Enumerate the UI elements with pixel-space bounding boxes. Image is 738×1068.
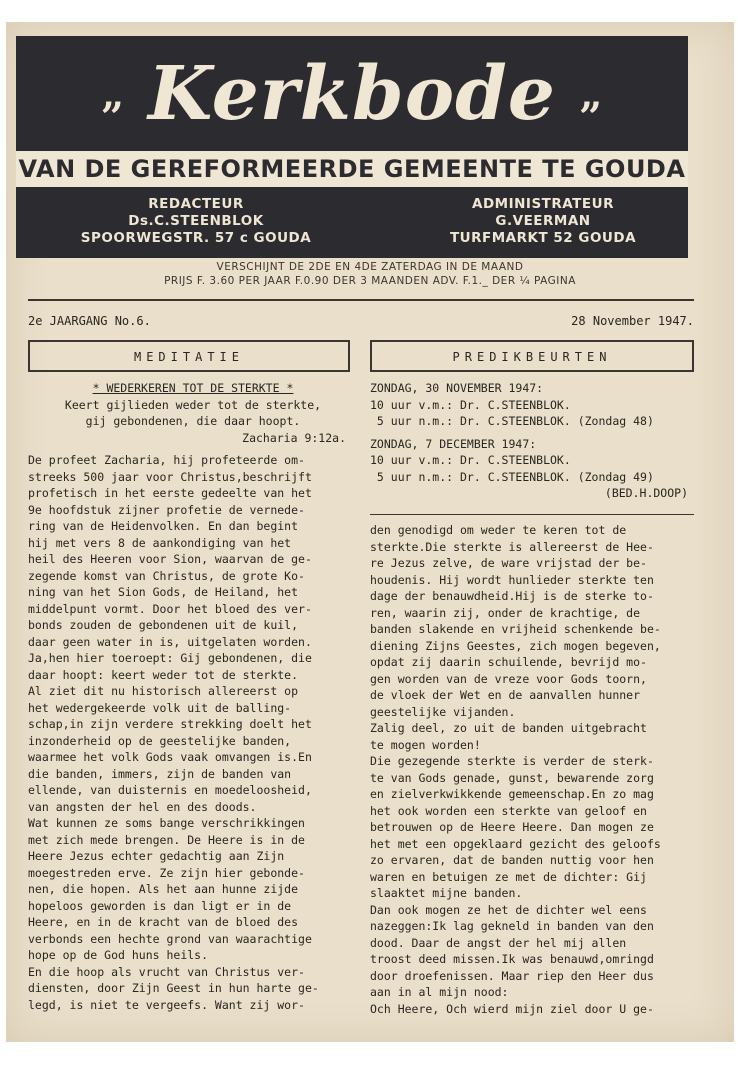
text-line: dage der benauwdheid.Hij is de sterke to- xyxy=(370,589,654,603)
text-line: het wedergekeerde volk uit de balling- xyxy=(28,700,292,715)
masthead-title xyxy=(16,42,688,150)
text-line: troost deed missen.Ik was benauwd,omringd xyxy=(370,952,654,966)
text-line: schap,in zijn verdere strekking doelt het xyxy=(28,717,312,731)
text-line: 9e hoofdstuk zijner profetie de vernede- xyxy=(28,502,305,517)
text-line: profetisch in het eerste gedeelte van het xyxy=(28,486,312,500)
editor-block xyxy=(56,196,336,247)
meditation-body-right xyxy=(370,522,700,1017)
service-time: 10 uur v.m.: Dr. C.STEENBLOK. xyxy=(370,453,571,467)
publication-schedule: VERSCHIJNT DE 2DE EN 4DE ZATERDAG IN DE MAAND xyxy=(216,261,524,273)
text-line: de vloek der Wet en de aanvallen hunner xyxy=(370,688,641,702)
services-divider xyxy=(370,514,694,515)
text-line: betrouwen op de Heere Heere. Dan mogen ze xyxy=(370,820,654,834)
text-line: het ook worden een sterkte van geloof en xyxy=(370,803,647,818)
text-line: Dan ook mogen ze het de dichter wel eens xyxy=(370,902,647,917)
text-line: daar hoopt: keert weder tot de sterkte. xyxy=(28,667,299,682)
text-line: gen worden van de vreze voor Gods toorn, xyxy=(370,671,647,686)
text-line: Heere Jezus echter gedachtig aan Zijn xyxy=(28,849,285,863)
text-line: nen, die hopen. Als het aan hunne zijde xyxy=(28,882,299,896)
publication-subtitle: VAN DE GEREFORMEERDE GEMEENTE TE GOUDA xyxy=(16,151,688,187)
text-line: Zalig deel, zo uit de banden uitgebracht xyxy=(370,721,647,735)
admin-name: G.VEERMAN xyxy=(495,213,591,229)
text-line: die banden, immers, zijn de banden van xyxy=(28,766,292,781)
text-line: houdenis. Hij wordt hunlieder sterkte ten xyxy=(370,572,654,587)
editor-name: Ds.C.STEENBLOK xyxy=(128,213,264,229)
text-line: Al ziet dit nu historisch allereerst op xyxy=(28,684,299,698)
admin-address: TURFMARKT 52 GOUDA xyxy=(449,230,637,246)
text-line: opdat zij daarin schuilende, bevrijd mo- xyxy=(370,655,647,669)
text-line: Die gezegende sterkte is verder de sterk- xyxy=(370,754,654,768)
meditation-intro xyxy=(28,380,358,446)
text-line: hij met vers 8 de aankondiging van het xyxy=(28,535,292,550)
volume-number: 2e JAARGANG No.6. xyxy=(28,314,151,328)
text-line: ring van de Heidenvolken. En dan begint xyxy=(28,519,299,533)
issue-date: 28 November 1947. xyxy=(571,314,694,328)
admin-block xyxy=(408,196,678,247)
publication-name: Kerkbode xyxy=(148,51,556,137)
service-day: ZONDAG, 7 DECEMBER 1947: xyxy=(370,436,537,451)
text-line: inzonderheid op de geestelijke banden, xyxy=(28,733,292,748)
text-line: moegestreden erve. Ze zijn hier gebonde- xyxy=(28,865,305,880)
publication-info xyxy=(6,260,734,288)
text-line: het met een opgeklaard gezicht des geloofs xyxy=(370,836,661,851)
service-note: (BED.H.DOOP) xyxy=(604,486,688,500)
text-line: waren en betuigen ze met de dichter: Gij xyxy=(370,869,647,884)
text-line: sterkte.Die sterkte is allereerst de Hee- xyxy=(370,539,654,554)
service-day: ZONDAG, 30 NOVEMBER 1947: xyxy=(370,381,544,395)
text-line: daar geen water in is, uitgelaten worden. xyxy=(28,634,312,649)
text-line: door droefenissen. Maar riep den Heer dus xyxy=(370,968,654,983)
text-line: diensten, door Zijn Geest in hun harte ge- xyxy=(28,981,319,995)
text-line: dood. Daar de angst der hel mij allen xyxy=(370,935,627,950)
text-line: te van Gods genade, gunst, bewarende zorg xyxy=(370,770,654,785)
text-line: en zielverkwikkende gemeenschap.En zo mag xyxy=(370,787,654,801)
text-line: Och Heere, Och wierd mijn ziel door U ge- xyxy=(370,1001,654,1016)
open-quote: „ xyxy=(101,70,125,118)
text-line: ren, waarin zij, onder de krachtige, de xyxy=(370,605,641,620)
text-line: slaaktet mijne banden. xyxy=(370,886,523,900)
service-time: 5 uur n.m.: Dr. C.STEENBLOK. (Zondag 49) xyxy=(370,469,654,484)
text-line: heil des Heeren voor Sion, waarvan de ge- xyxy=(28,552,312,566)
text-line: den genodigd om weder te keren tot de xyxy=(370,523,627,537)
text-line: legd, is niet te vergeefs. Want zij wor- xyxy=(28,997,305,1012)
verse-line: gij gebondenen, die daar hoopt. xyxy=(85,414,301,428)
text-line: ellende, van duisternis en moedeloosheid, xyxy=(28,783,312,797)
text-line: met zich mede brengen. De Heere is in de xyxy=(28,832,305,847)
close-quote: „ xyxy=(579,70,603,118)
text-line: hope op de God huns heils. xyxy=(28,948,209,962)
text-line: te mogen worden! xyxy=(370,737,481,752)
text-line: banden slakende en vrijheid schenkende be- xyxy=(370,622,661,636)
text-line: En die hoop als vrucht van Christus ver- xyxy=(28,964,305,979)
meditation-body-left xyxy=(28,452,362,1013)
text-line: geestelijke vijanden. xyxy=(370,704,516,719)
publication-prices: PRIJS F. 3.60 PER JAAR F.0.90 DER 3 MAANDEN ADV. F.1._ DER ¼ PAGINA xyxy=(164,275,576,287)
masthead xyxy=(16,36,688,258)
text-line: Heere, en in de kracht van de bloed des xyxy=(28,915,299,929)
issue-line xyxy=(28,314,694,332)
service-time: 5 uur n.m.: Dr. C.STEENBLOK. (Zondag 48) xyxy=(370,414,654,428)
editor-address: SPOORWEGSTR. 57 c GOUDA xyxy=(80,230,312,246)
text-line: diening Zijns Geestes, zich mogen begeven, xyxy=(370,638,661,653)
divider xyxy=(28,299,694,301)
text-line: verbonds een hechte grond van waarachtige xyxy=(28,931,312,946)
services-schedule xyxy=(370,380,696,502)
newsletter-page xyxy=(6,22,734,1042)
text-line: hopeloos geworden is dan ligt er in de xyxy=(28,898,292,913)
text-line: De profeet Zacharia, hij profeteerde om- xyxy=(28,453,305,467)
meditation-title: * WEDERKEREN TOT DE STERKTE * xyxy=(92,381,294,395)
text-line: Wat kunnen ze soms bange verschrikkingen xyxy=(28,816,305,830)
text-line: zo ervaren, dat de banden nuttig voor hen xyxy=(370,853,654,867)
text-line: middelpunt vormt. Door het bloed des ver- xyxy=(28,601,312,616)
text-line: aan in al mijn nood: xyxy=(370,985,509,999)
text-line: bonds zouden de gebondenen uit de kuil, xyxy=(28,618,299,632)
meditation-header: MEDITATIE xyxy=(28,340,350,372)
text-line: streeks 500 jaar voor Christus,beschrijft xyxy=(28,469,312,484)
service-time: 10 uur v.m.: Dr. C.STEENBLOK. xyxy=(370,397,571,412)
text-line: van angsten der hel en des doods. xyxy=(28,799,257,814)
text-line: re Jezus zelve, de ware vrijstad der be- xyxy=(370,556,647,570)
verse-line: Keert gijlieden weder tot de sterkte, xyxy=(64,397,322,412)
editor-role: REDACTEUR xyxy=(148,196,244,212)
text-line: ning van het Sion Gods, de Heiland, het xyxy=(28,585,299,599)
services-header: PREDIKBEURTEN xyxy=(370,340,694,372)
verse-reference: Zacharia 9:12a. xyxy=(242,430,346,445)
text-line: waarmee het volk Gods vaak omvangen is.En xyxy=(28,750,312,764)
text-line: Ja,hen hier toeroept: Gij gebondenen, die xyxy=(28,651,312,665)
admin-role: ADMINISTRATEUR xyxy=(472,196,614,212)
text-line: nazeggen:Ik lag gekneld in banden van den xyxy=(370,919,654,933)
text-line: zegende komst van Christus, de grote Ko- xyxy=(28,568,305,583)
